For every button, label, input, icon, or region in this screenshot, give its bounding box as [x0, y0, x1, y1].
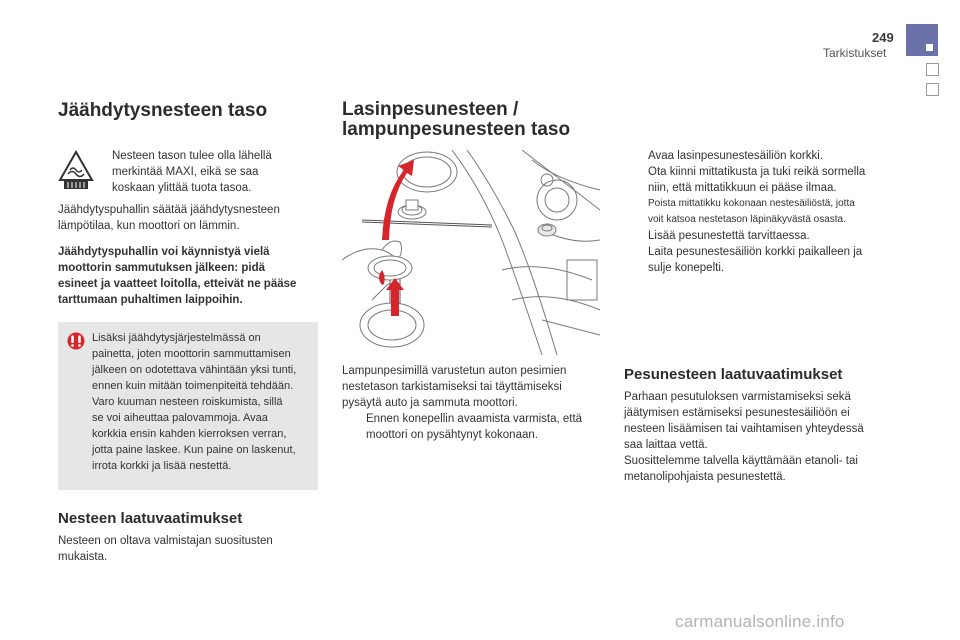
text-line: voit katsoa nestetason läpinäkyvästä osasta. [648, 214, 846, 225]
text-line: Suosittelemme talvella käyttämään etanoli- tai [624, 455, 858, 467]
text-line: pysäytä auto ja sammuta moottori. [342, 397, 518, 409]
washer-heading-line: Lasinpesunesteen / [342, 99, 519, 120]
text-line: Parhaan pesutuloksen varmistamiseksi sekä [624, 391, 851, 403]
text-line: niin, että mittatikkuun ei pääse ilmaa. [648, 182, 837, 194]
text-line: merkintää MAXI, eikä se saa [112, 166, 259, 178]
text-line: jälkeen on odotettava vähintään yksi tunti, [92, 364, 297, 376]
engine-bay-drawing [342, 150, 600, 355]
text-line: mukaista. [58, 551, 108, 563]
caption-bullet [342, 411, 602, 443]
text-line: koskaan ylittää tuota tasoa. [112, 182, 252, 194]
step-item [624, 164, 894, 196]
text-line: Nesteen tason tulee olla lähellä [112, 150, 272, 162]
text-line: painetta, joten moottorin sammuttamisen [92, 348, 291, 360]
step-item [624, 148, 894, 164]
text-line: metanolipohjaista pesunestettä. [624, 471, 786, 483]
page-number: 249 [872, 30, 894, 45]
text-line: Ota kiinni mittatikusta ja tuki reikä sormella [648, 166, 866, 178]
chapter-tab[interactable] [926, 83, 939, 96]
text-line: saa laittaa vettä. [624, 439, 708, 451]
text-line: korkkia ensin kahden kierroksen verran, [92, 428, 287, 440]
coolant-bold-warning [58, 244, 320, 308]
coolant-heading: Jäähdytysnesteen taso [58, 100, 268, 121]
washer-heading-line: lampunpesunesteen taso [342, 119, 571, 140]
text-line: Avaa lasinpesunestesäiliön korkki. [648, 150, 823, 162]
text-line: irrota korkki ja lisää nestettä. [92, 460, 232, 472]
watermark: carmanualsonline.info [675, 612, 845, 631]
text-line: Lisää pesunestettä tarvittaessa. [648, 230, 810, 242]
text-line: se voi aiheuttaa palovammoja. Avaa [92, 412, 268, 424]
washer-quality-heading: Pesunesteen laatuvaatimukset [624, 366, 843, 383]
text-line: lämpötilaa, kun moottori on lämmin. [58, 220, 240, 232]
text-line: ennen kuin mitään toimenpiteitä tehdään. [92, 380, 294, 392]
step-item [624, 196, 894, 228]
text-line: Lampunpesimillä varustetun auton pesimien [342, 365, 567, 377]
text-line: jotta paine laskee. Kun paine on laskenut, [92, 444, 296, 456]
text-line: Poista mittatikku kokonaan nestesäiliöstä, jotta [648, 198, 855, 209]
text-line: Lisäksi jäähdytysjärjestelmässä on [92, 332, 261, 344]
washer-heading [342, 100, 570, 140]
washer-caption [342, 363, 602, 443]
text-line: esineet ja vaatteet loitolla, etteivät ne pääse [58, 278, 297, 290]
text-line: tarttumaan puhaltimen laippoihin. [58, 294, 243, 306]
coolant-quality-heading: Nesteen laatuvaatimukset [58, 510, 243, 527]
step-item [624, 244, 894, 276]
washer-reservoir-illustration [342, 150, 600, 355]
text-line: nesteen lisäämisen tai vaihtamisen yhteydessä [624, 423, 864, 435]
text-line: Laita pesunestesäiliön korkki paikalleen ja [648, 246, 863, 258]
text-line: nestetason tarkistamiseksi tai täyttämiseksi [342, 381, 562, 393]
coolant-intro [112, 148, 312, 196]
chapter-tab[interactable] [926, 63, 939, 76]
chapter-tab-active[interactable] [906, 24, 938, 56]
coolant-hazard-icon [58, 150, 94, 190]
section-name: Tarkistukset [823, 46, 887, 60]
text-line: jäätymisen estämiseksi pesunestesäiliöön ei [624, 407, 850, 419]
warning-exclamation-icon [67, 332, 85, 350]
text-line: moottorin sammutuksen jälkeen: pidä [58, 262, 266, 274]
tab-marker-icon [926, 44, 933, 51]
coolant-quality-text [58, 533, 318, 565]
step-item [624, 228, 894, 244]
warning-box [58, 322, 318, 490]
text-line: Ennen konepellin avaamista varmista, että [366, 413, 583, 425]
text-line: Jäähdytyspuhallin säätää jäähdytysnesteen [58, 204, 280, 216]
text-line: Nesteen on oltava valmistajan suositusten [58, 535, 273, 547]
coolant-fan-text [58, 202, 318, 234]
text-line: sulje konepelti. [648, 262, 725, 274]
washer-quality-text [624, 389, 914, 485]
washer-steps [624, 148, 894, 276]
text-line: Varo kuuman nesteen roiskumista, sillä [92, 396, 283, 408]
text-line: Jäähdytyspuhallin voi käynnistyä vielä [58, 246, 270, 258]
text-line: moottori on pysähtynyt kokonaan. [366, 429, 538, 441]
